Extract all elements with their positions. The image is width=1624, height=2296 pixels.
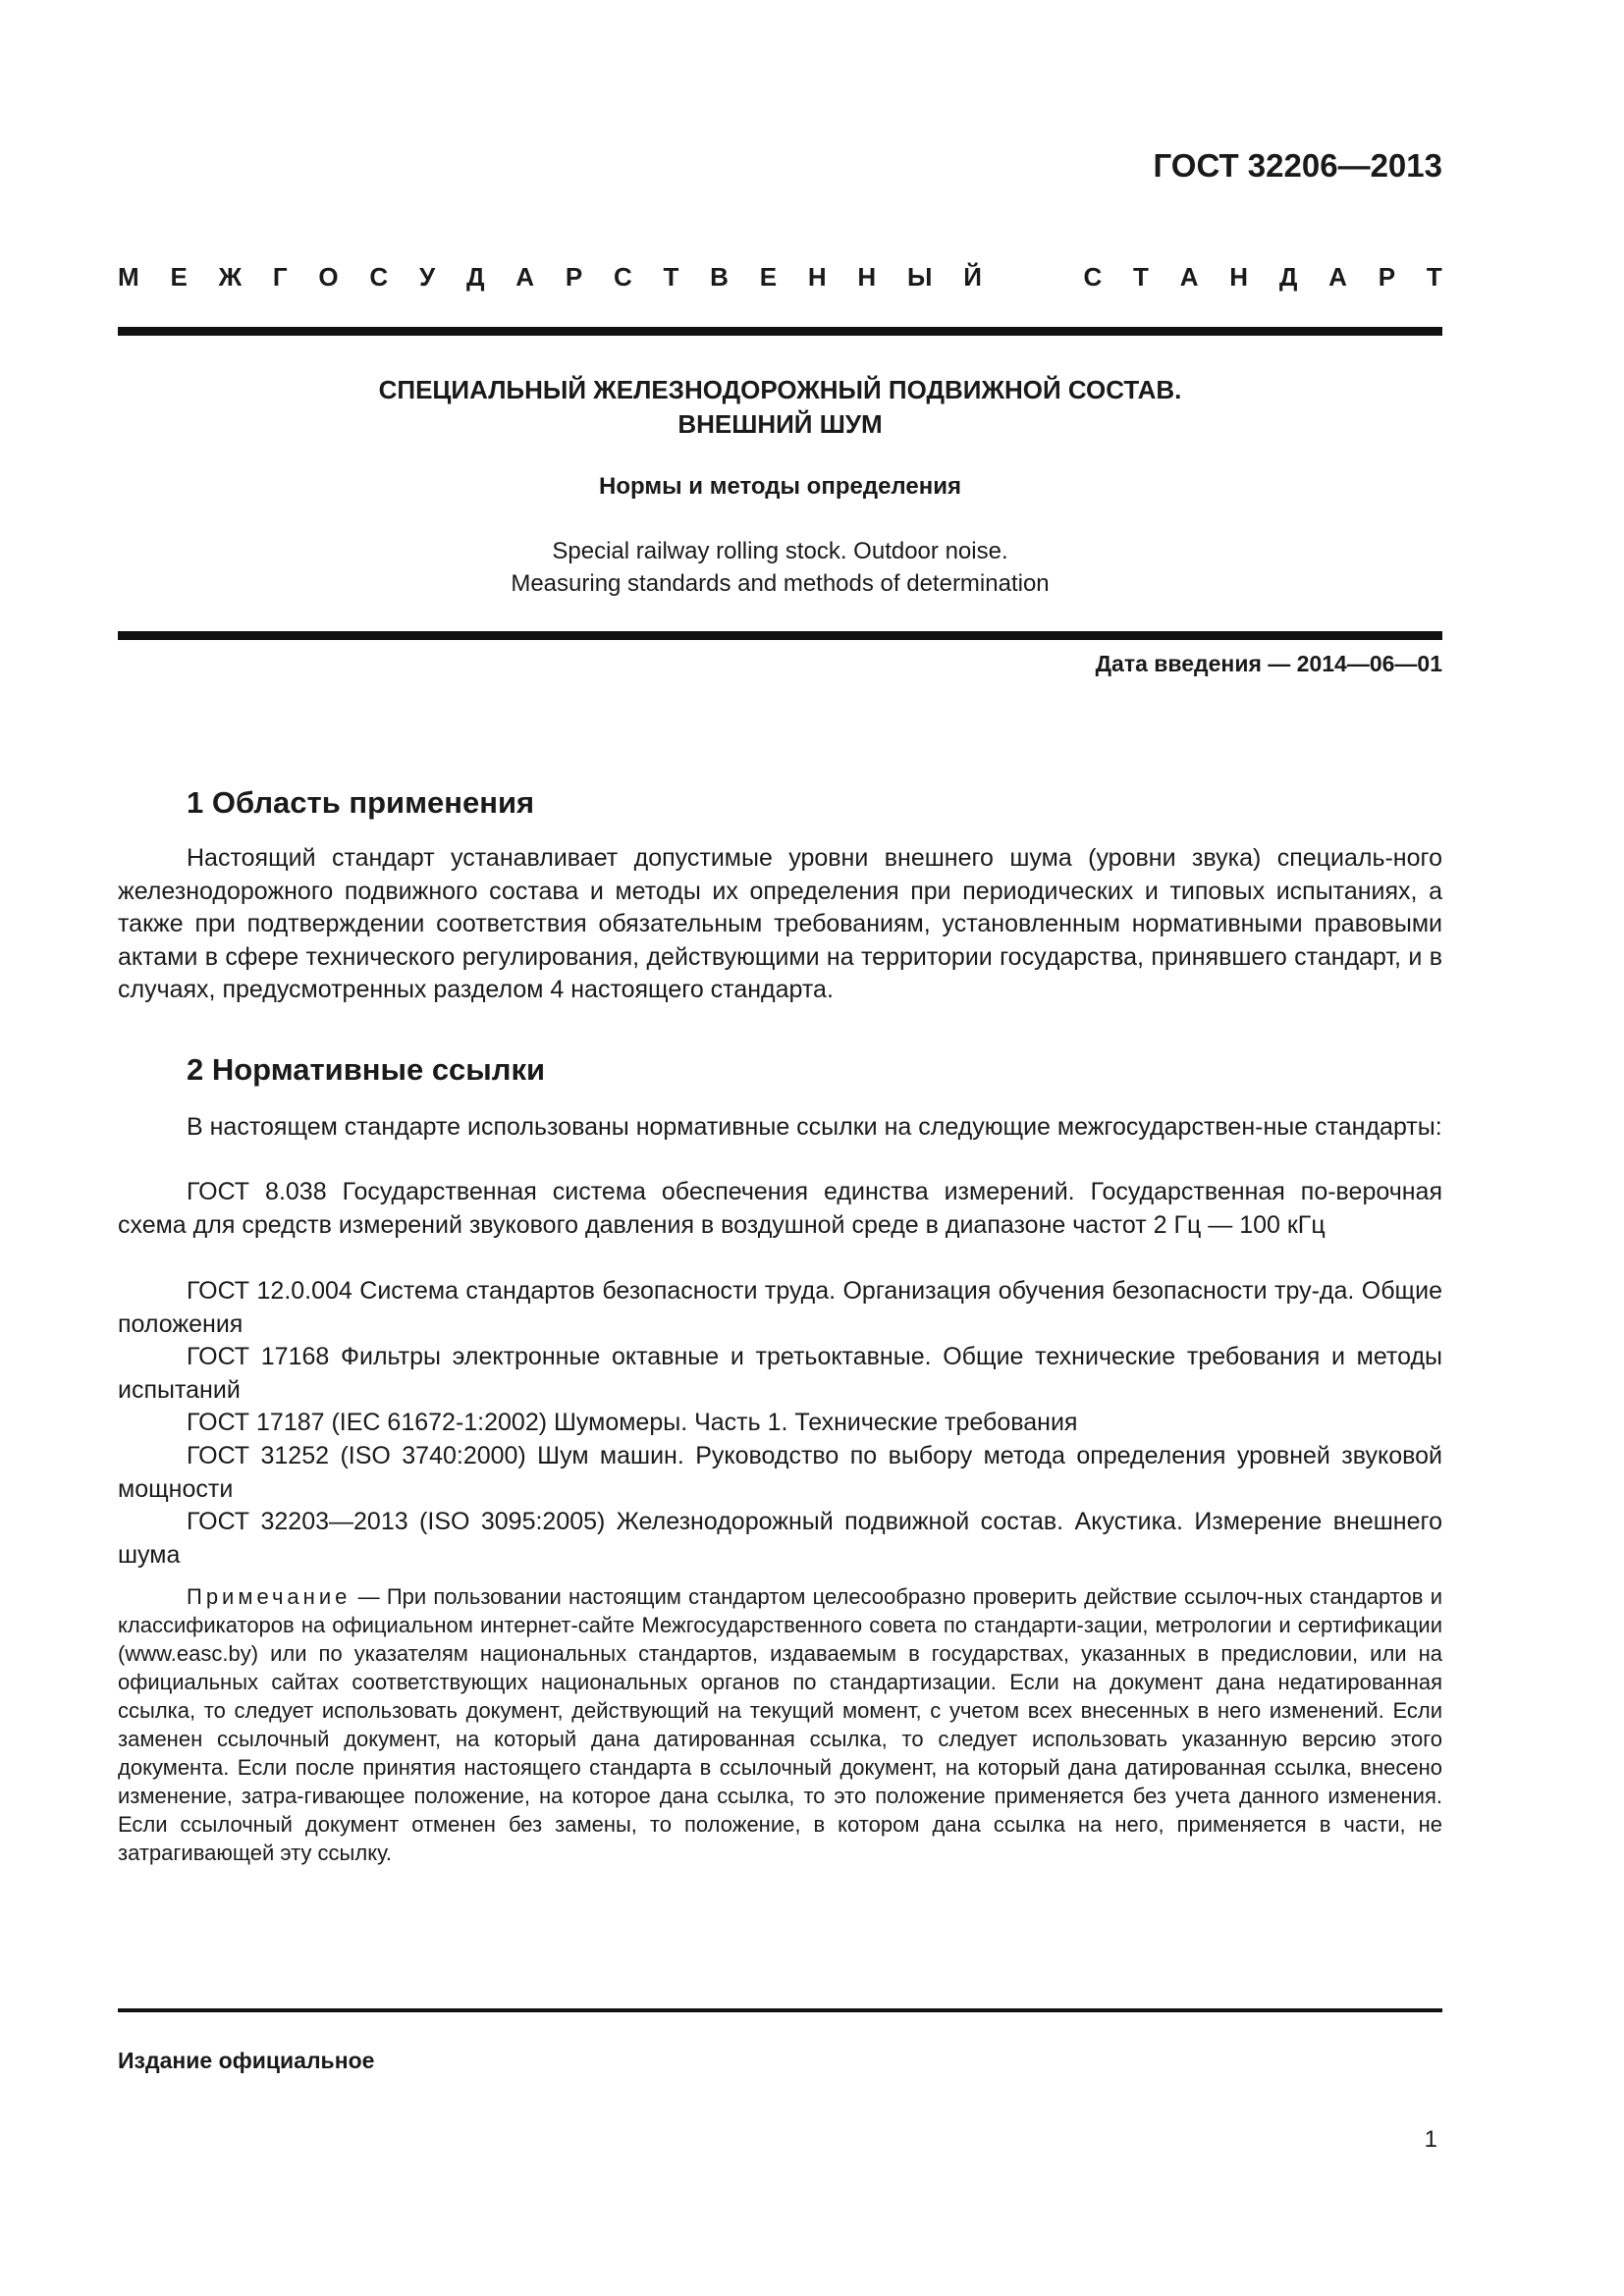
standard-kind-letter: А — [1328, 261, 1347, 292]
document-title — [118, 373, 1442, 442]
standard-kind-letter: А — [515, 261, 535, 292]
official-edition-label: Издание официальное — [118, 2048, 375, 2073]
title-line: СПЕЦИАЛЬНЫЙ ЖЕЛЕЗНОДОРОЖНЫЙ ПОДВИЖНОЙ СОСТАВ. — [378, 375, 1182, 404]
standard-kind-letter: Н — [857, 261, 877, 292]
document-number: ГОСТ 32206—2013 — [1153, 147, 1442, 184]
standard-kind-letter: Е — [759, 261, 778, 292]
standard-kind-letter: Н — [807, 261, 827, 292]
standard-kind-letter: Д — [465, 261, 485, 292]
document-subtitle: Нормы и методы определения — [599, 473, 961, 500]
standard-kind-letter: М — [118, 261, 139, 292]
normative-reference: ГОСТ 12.0.004 Система стандартов безопасности труда. Организация обучения безопасности тру-да. Общие положения — [118, 1277, 1442, 1338]
footer-divider — [118, 2008, 1442, 2012]
standard-kind-letter: В — [710, 261, 729, 292]
section-2-intro: В настоящем стандарте использованы нормативные ссылки на следующие межгосударствен-ные стандарты: — [187, 1113, 1442, 1141]
english-title-line: Measuring standards and methods of determination — [511, 570, 1050, 597]
standard-kind-letter: Е — [170, 261, 188, 292]
normative-reference: ГОСТ 31252 (ISO 3740:2000) Шум машин. Руководство по выбору метода определения уровней звуковой мощности — [118, 1442, 1442, 1503]
english-title — [118, 535, 1442, 600]
normative-reference: ГОСТ 8.038 Государственная система обеспечения единства измерений. Государственная по-верочная схема для средств измерений звукового давления в воздушной среде в диапазоне частот 2 Гц — 100 кГц — [118, 1178, 1442, 1239]
standard-kind-letter: Д — [1278, 261, 1298, 292]
page-number: 1 — [1424, 2126, 1437, 2153]
standard-kind-letter: О — [318, 261, 339, 292]
standard-kind-letter: Ж — [218, 261, 243, 292]
standard-kind-letter: Т — [663, 261, 679, 292]
title-divider — [118, 631, 1442, 640]
section-1-paragraph: Настоящий стандарт устанавливает допустимые уровни внешнего шума (уровни звука) специаль-ного железнодорожного подвижного состава и методы их определения при периодических и типовых испытаниях, а также при подтверждении соответствия обязательным требованиям, установленным нормативными правовыми актами в сфере технического регулирования, действующими на территории государства, принявшего стандарт, и в случаях, предусмотренных разделом 4 настоящего стандарта. — [118, 844, 1442, 1003]
standard-kind-letter: Ы — [906, 261, 933, 292]
standard-kind-letter: Й — [963, 261, 982, 292]
note-label: Примечание — [187, 1584, 352, 1609]
normative-reference: ГОСТ 17187 (IEC 61672-1:2002) Шумомеры. Часть 1. Технические требования — [187, 1409, 1078, 1436]
header-divider — [118, 327, 1442, 336]
introduction-date: Дата введения — 2014—06—01 — [1095, 651, 1442, 676]
standard-kind-letter: А — [1179, 261, 1199, 292]
standard-kind-letter: С — [369, 261, 389, 292]
standard-kind-letter: С — [1083, 261, 1103, 292]
standard-kind-letter: Р — [565, 261, 583, 292]
normative-reference: ГОСТ 17168 Фильтры электронные октавные и третьоктавные. Общие технические требования и методы испытаний — [118, 1343, 1442, 1404]
standard-kind-letter: Н — [1229, 261, 1249, 292]
standard-kind-letter: Т — [1133, 261, 1149, 292]
english-title-line: Special railway rolling stock. Outdoor noise. — [552, 538, 1008, 564]
section-1-heading: 1 Область применения — [187, 785, 535, 820]
section-2-heading: 2 Нормативные ссылки — [187, 1052, 546, 1087]
title-line: ВНЕШНИЙ ШУМ — [677, 409, 883, 439]
standard-kind-letter: Г — [272, 261, 288, 292]
standard-kind-letter: С — [613, 261, 632, 292]
standard-kind-heading — [118, 257, 1442, 296]
normative-reference: ГОСТ 32203—2013 (ISO 3095:2005) Железнодорожный подвижной состав. Акустика. Измерение внешнего шума — [118, 1508, 1442, 1569]
standard-kind-letter: Т — [1426, 261, 1442, 292]
standard-kind-letter: Р — [1378, 261, 1396, 292]
reference-note: Примечание — При пользовании настоящим стандартом целесообразно проверить действие ссылоч-ных стандартов и классификаторов на официальном интернет-сайте Межгосударственного совета по стандарти-зации, метрологии и сертификации (www.easc.by) или по указателям национальных стандартов, издаваемым в государствах, указанных в предисловии, или на официальных сайтах соответствующих национальных органов по стандартизации. Если на документ дана недатированная ссылка, то следует использовать документ, действующий на текущий момент, с учетом всех внесенных в него изменений. Если заменен ссылочный документ, на который дана датированная ссылка, то следует использовать указанную версию этого документа. Если после принятия настоящего стандарта в ссылочный документ, на который дана датированная ссылка, внесено изменение, затра-гивающее положение, на которое дана ссылка, то это положение применяется без учета данного изменения. Если ссылочный документ отменен без замены, то положение, в котором дана ссылка на него, применяется в части, не затрагивающей эту ссылку. — [118, 1584, 1442, 1865]
standard-kind-letter: У — [418, 261, 436, 292]
